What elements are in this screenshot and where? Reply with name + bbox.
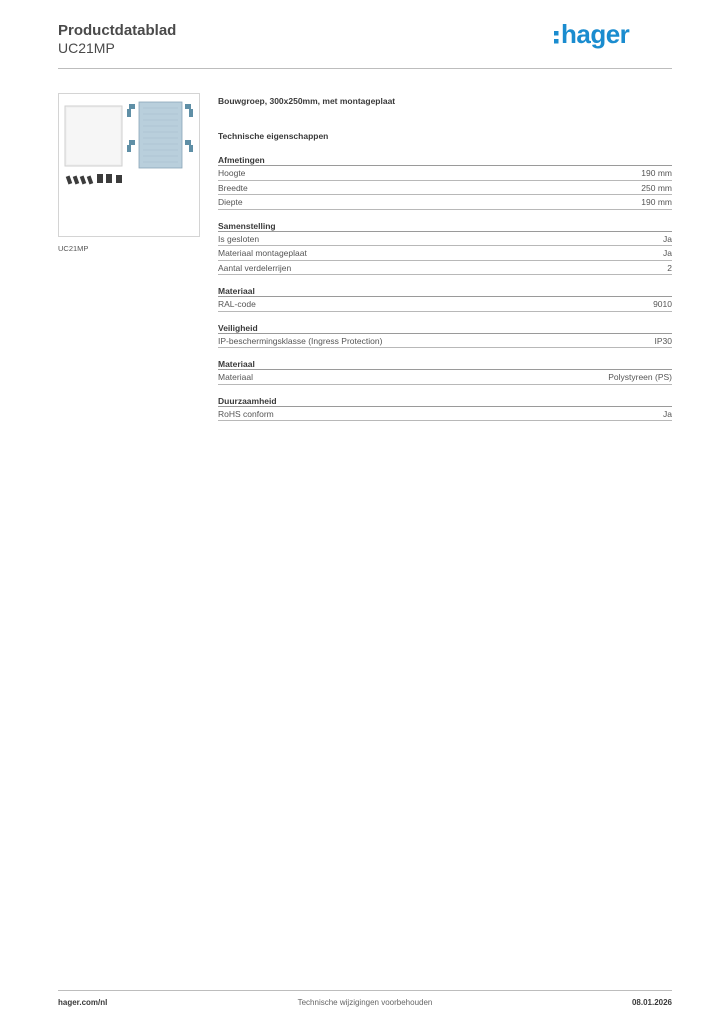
- spec-row: [218, 261, 672, 276]
- website-link[interactable]: hager.com/nl: [58, 998, 108, 1007]
- spec-value: Ja: [663, 233, 672, 244]
- spec-row: [218, 232, 672, 247]
- spec-label: Materiaal: [218, 372, 253, 382]
- spec-label: Materiaal montageplaat: [218, 248, 307, 258]
- product-code: UC21MP: [58, 40, 115, 56]
- spec-value: Ja: [663, 408, 672, 419]
- section-afmetingen: [218, 154, 672, 210]
- spec-value: 2: [667, 262, 672, 273]
- spec-row: [218, 370, 672, 385]
- spec-value: 190 mm: [641, 168, 672, 178]
- spec-label: IP-beschermingsklasse (Ingress Protection): [218, 335, 383, 346]
- spec-value: 190 mm: [641, 197, 672, 207]
- hager-logo: [554, 20, 654, 50]
- section-title: Materiaal: [218, 358, 672, 370]
- disclaimer: Technische wijzigingen voorbehouden: [297, 998, 433, 1007]
- spec-row: [218, 195, 672, 210]
- product-image: [58, 93, 200, 237]
- header-divider: [58, 68, 672, 69]
- product-description: Bouwgroep, 300x250mm, met montageplaat: [218, 96, 396, 106]
- spec-row: [218, 246, 672, 261]
- section-title: Samenstelling: [218, 220, 672, 232]
- spec-label: Hoogte: [218, 168, 246, 178]
- footer-divider: [58, 990, 672, 991]
- image-caption: UC21MP: [58, 244, 89, 253]
- spec-label: Diepte: [218, 197, 243, 207]
- spec-value: Polystyreen (PS): [608, 372, 672, 382]
- spec-value: IP30: [654, 335, 672, 346]
- spec-label: Breedte: [218, 182, 248, 193]
- section-title: Duurzaamheid: [218, 395, 672, 407]
- spec-row: [218, 334, 672, 349]
- spec-row: [218, 407, 672, 422]
- spec-row: [218, 297, 672, 312]
- spec-row: [218, 166, 672, 181]
- document-title: Productdatablad: [58, 22, 177, 39]
- spec-value: 9010: [653, 299, 672, 309]
- spec-label: RAL-code: [218, 299, 256, 309]
- tech-properties-title: Technische eigenschappen: [218, 131, 329, 141]
- section-veiligheid: [218, 322, 672, 349]
- section-title: Afmetingen: [218, 154, 672, 166]
- spec-value: 250 mm: [641, 182, 672, 193]
- section-samenstelling: [218, 220, 672, 276]
- specifications: [218, 96, 672, 421]
- section-duurzaamheid: [218, 395, 672, 422]
- spec-row: [218, 181, 672, 196]
- section-title: Veiligheid: [218, 322, 672, 334]
- section-materiaal: [218, 358, 672, 385]
- section-title: Materiaal: [218, 285, 672, 297]
- page-footer: [58, 998, 672, 1010]
- page-header: [58, 22, 672, 70]
- spec-value: Ja: [663, 248, 672, 258]
- section-materiaal-kleur: [218, 285, 672, 312]
- spec-label: Is gesloten: [218, 233, 260, 244]
- spec-label: RoHS conform: [218, 408, 274, 419]
- document-date: 08.01.2026: [631, 998, 672, 1007]
- svg-text:hager: hager: [561, 20, 630, 49]
- spec-label: Aantal verdelerrijen: [218, 262, 292, 273]
